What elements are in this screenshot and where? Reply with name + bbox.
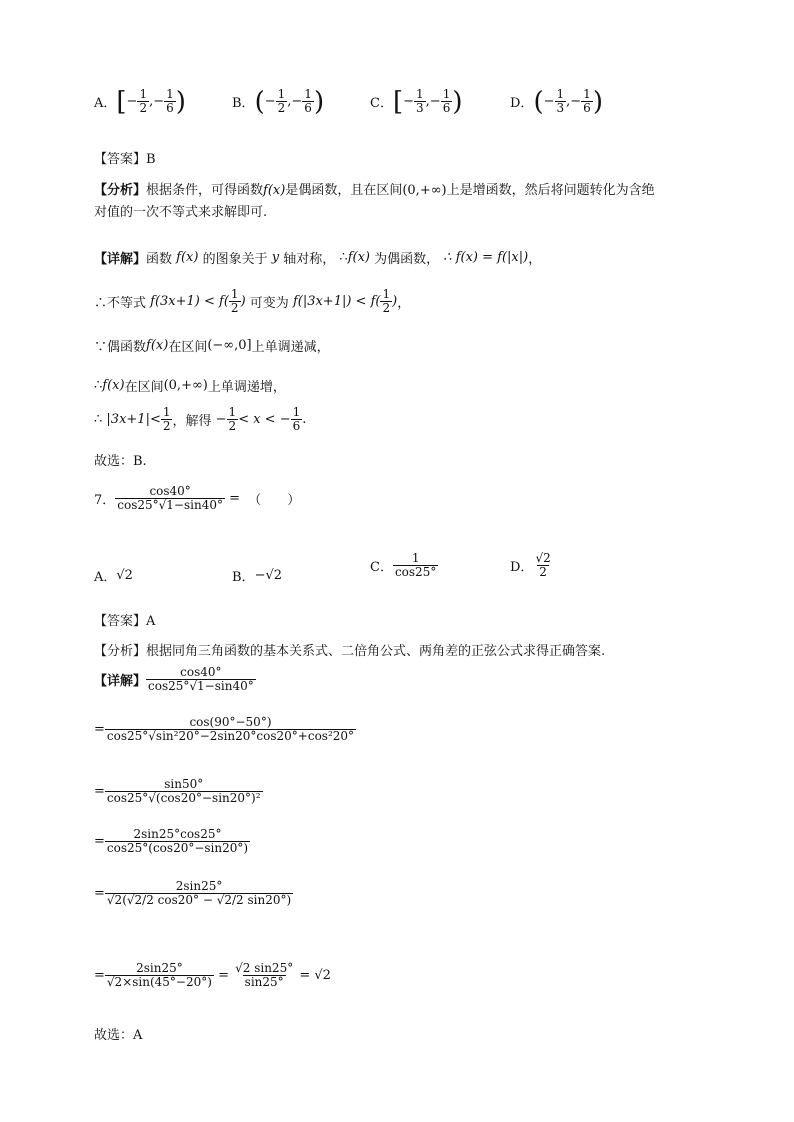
q7-detail-head: 【详解】 $\frac{\cos 40^\circ}{\cos 25^\circ√1-\sin 40^\circ}$	[94, 665, 254, 694]
q7-step-3: = $\frac{2\sin 25^\circ\cos 25^\circ}{\cos 25^\circ(\cos 20^\circ-\sin 20^\circ)}$	[94, 827, 249, 856]
frac: $\frac{1}{2}$	[139, 87, 148, 116]
frac: $\frac{1}{6}$	[442, 87, 451, 116]
q7-option-c: C． $\frac{1}{\cos 25^\circ}$	[370, 551, 437, 580]
open-bracket: (	[254, 86, 265, 117]
close-bracket: )	[592, 86, 603, 117]
close-bracket: )	[175, 86, 186, 117]
q6-detail-line-2: ∴不等式 f(3x+1) < f( $\frac{1}{2}$ ) 可变为 f(|3x+1|) < f( $\frac{1}{2}$ ) ，	[94, 287, 411, 316]
q6-analysis: 【分析】根据条件，可得函数f(x)是偶函数，且在区间(0,+∞)上是增函数，然后将问题转化为含绝 对值的一次不等式来求解即可.	[94, 183, 655, 220]
q7-step-2: = $\frac{\sin 50^\circ}{\text{cos25°√(cos20°−sin20°)²}}$	[94, 777, 261, 806]
q6-option-d: D． ( − $\frac{1}{3}$ ,− $\frac{1}{6}$ )	[510, 86, 603, 117]
q7-step-1: = $\frac{\cos(90^\circ-50^\circ)}{\text{cos25°√sin²20°−2sin20°cos20°+cos²20°}}$	[94, 715, 355, 744]
frac: $\frac{1}{6}$	[166, 87, 174, 116]
q7-answer: 【答案】A	[94, 614, 156, 629]
frac: $\frac{1}{3}$	[556, 87, 565, 116]
q7-analysis: 【分析】根据同角三角函数的基本关系式、二倍角公式、两角差的正弦公式求得正确答案.	[94, 644, 606, 659]
q7-question: 7． $\frac{\cos 40^\circ}{\cos 25^\circ√1-\sin 40^\circ}$ = （ ）	[94, 484, 301, 513]
q6-detail-line-4: ∴ f(x) 在区间 (0,+∞) 上单调递增，	[94, 378, 286, 395]
q7-step-4: = $\frac{2\sin 25^\circ}{√2(√2/2 \cos 20^\circ - √2/2 \sin 20^\circ)}$	[94, 879, 292, 908]
q6-option-b: B． ( − $\frac{1}{2}$ ,− $\frac{1}{6}$ )	[232, 86, 325, 117]
q6-answer: 【答案】B	[94, 152, 156, 167]
open-bracket: [	[392, 86, 404, 117]
option-label: A．	[94, 96, 117, 112]
q7-option-d: D． $\frac{√2}{2}$	[510, 551, 551, 580]
q6-detail-line-1: 【详解】 函数 f(x) 的图象关于 y 轴对称， ∴ f(x) 为偶函数， ∴ f(x) = f(|x|) ，	[94, 250, 542, 267]
frac: $\frac{1}{2}$	[277, 87, 286, 116]
frac: $\frac{1}{6}$	[304, 87, 312, 116]
q6-option-c: C． [ − $\frac{1}{3}$ ,− $\frac{1}{6}$ )	[370, 86, 463, 117]
option-label: C．	[370, 96, 393, 112]
q7-step-5: = $\frac{2\sin 25^\circ}{√2\times\sin(45^\circ-20^\circ)}$ = $\frac{√2 \sin 25^\circ}{\sin 25^\circ}$ = √2	[94, 961, 331, 990]
frac: $\frac{1}{3}$	[416, 87, 424, 116]
q6-choice: 故选：B.	[94, 454, 147, 469]
open-bracket: (	[533, 86, 544, 117]
frac: $\frac{1}{6}$	[583, 87, 591, 116]
option-label: D．	[510, 96, 534, 112]
open-bracket: [	[116, 86, 127, 117]
q7-fraction: $\frac{\cos 40^\circ}{\cos 25^\circ√1-\sin 40^\circ}$	[117, 484, 223, 513]
q6-option-a: A． [ − $\frac{1}{2}$ ,− $\frac{1}{6}$ )	[94, 86, 186, 117]
q7-choice: 故选：A	[94, 1028, 143, 1043]
option-label: B．	[232, 96, 255, 112]
q7-option-a: A． √2	[94, 568, 133, 585]
close-bracket: )	[452, 86, 463, 117]
q6-detail-line-5: ∴ |3x+1|< $\frac{1}{2}$ ，解得 − $\frac{1}{2}$ < x < − $\frac{1}{6}$ .	[94, 405, 307, 434]
q7-option-b: B． −√2	[232, 568, 283, 585]
question-number: 7．	[94, 493, 116, 509]
q6-detail-line-3: ∵偶函数 f(x) 在区间 (−∞,0] 上单调递减，	[94, 338, 330, 355]
close-bracket: )	[313, 86, 325, 117]
